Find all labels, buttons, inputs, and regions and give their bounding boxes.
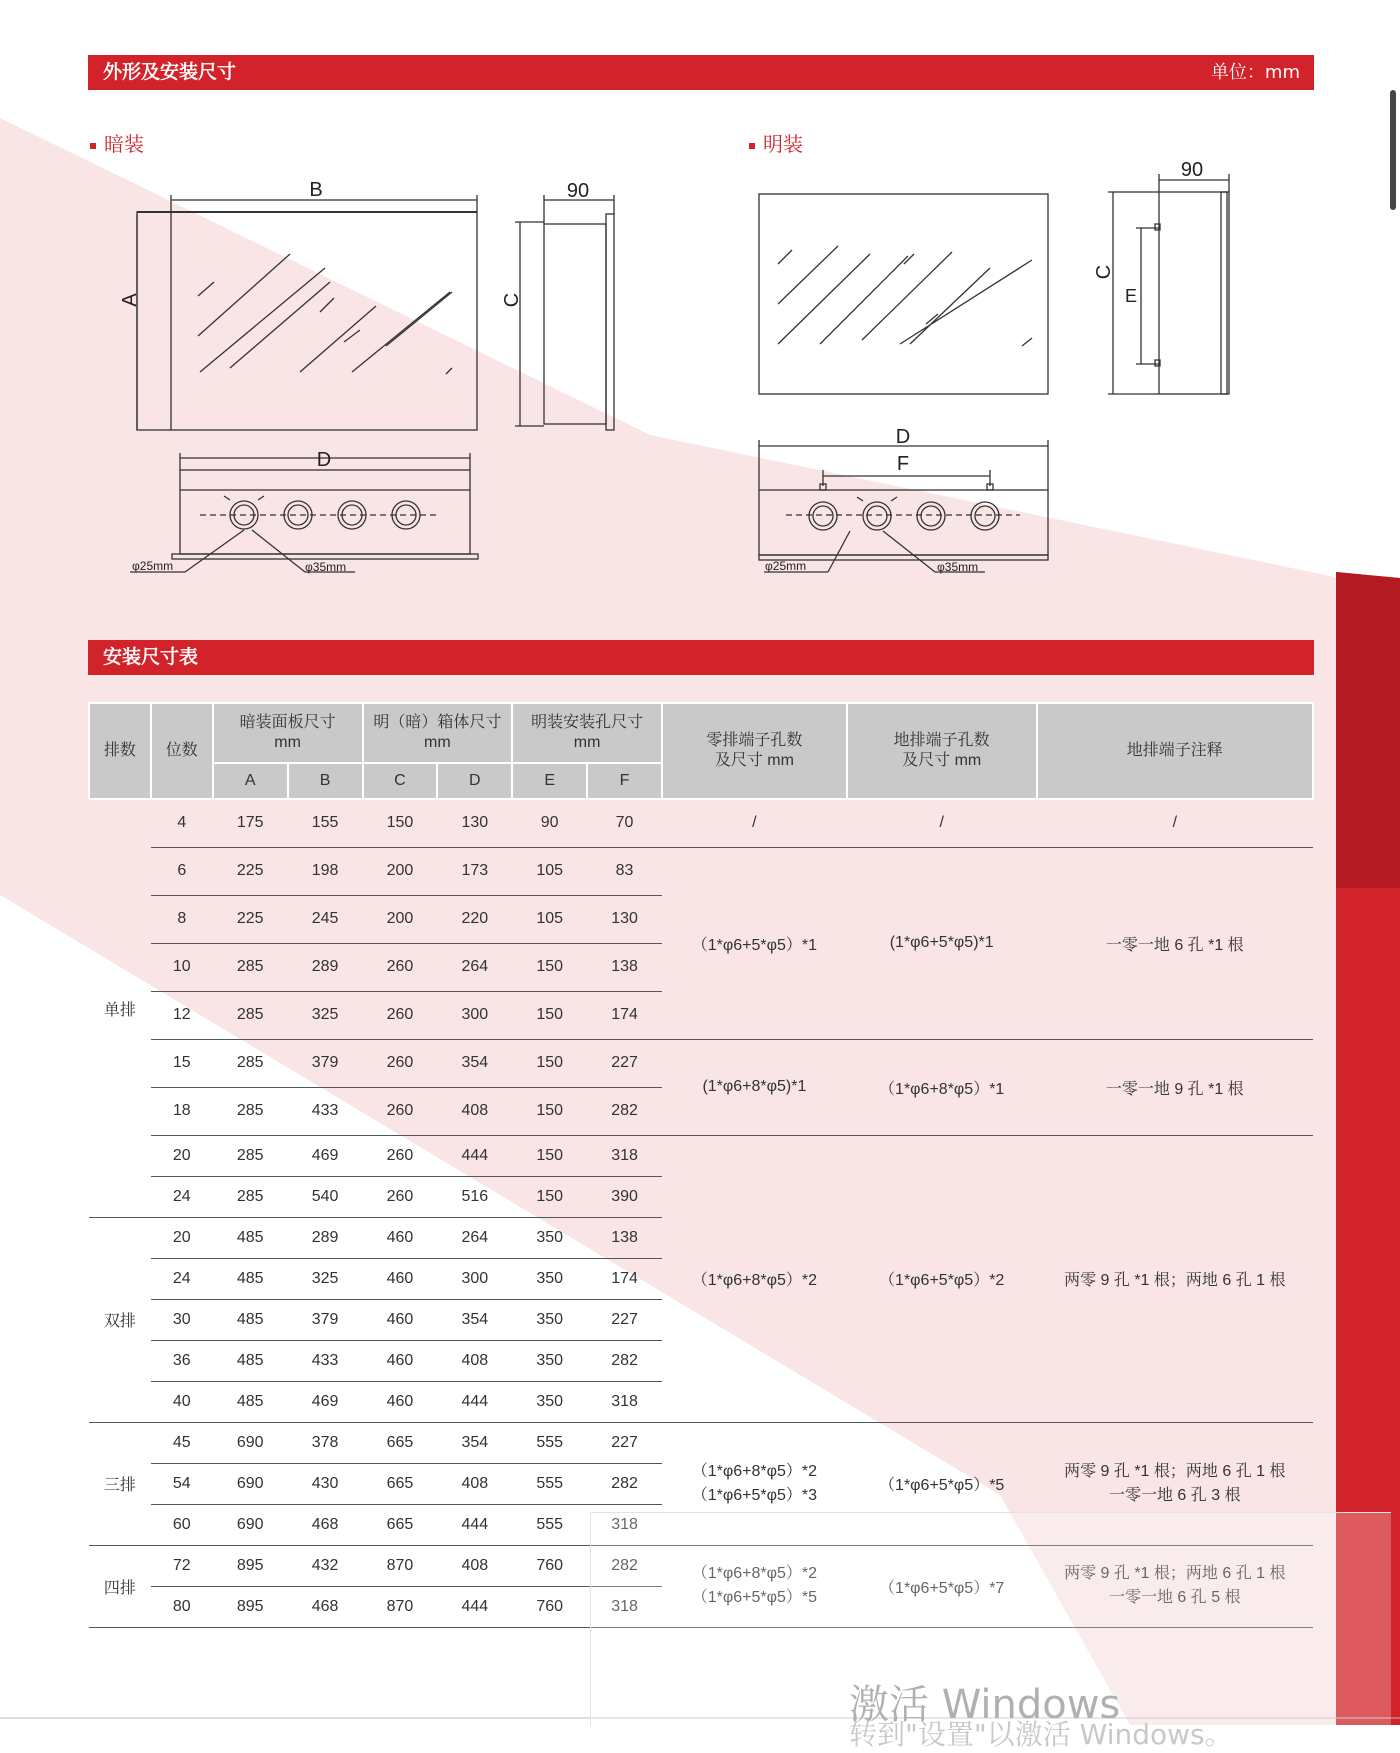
- header-panel: 暗装面板尺寸 mm: [213, 703, 363, 763]
- cell-c: 870: [363, 1586, 438, 1627]
- cell-f: 227: [587, 1039, 662, 1087]
- cell-f: 138: [587, 943, 662, 991]
- cell-zero: （1*φ6+5*φ5）*1: [662, 847, 847, 1039]
- cell-pos: 6: [151, 847, 213, 895]
- dim-label-depth-concealed: 90: [566, 180, 590, 202]
- cell-d: 300: [437, 1258, 512, 1299]
- cell-b: 468: [288, 1504, 363, 1545]
- dim-label-d-surface: D: [895, 426, 911, 448]
- dim-label-c-concealed: C: [501, 292, 523, 308]
- cell-e: 555: [512, 1422, 587, 1463]
- header-b: B: [288, 763, 363, 799]
- cell-a: 485: [213, 1340, 288, 1381]
- hole-label-small-surface: φ25mm: [765, 559, 807, 573]
- cell-a: 285: [213, 991, 288, 1039]
- cell-a: 285: [213, 1176, 288, 1217]
- watermark-line1: 激活 Windows: [849, 1682, 1121, 1728]
- cell-e: 150: [512, 1087, 587, 1135]
- cell-e: 350: [512, 1381, 587, 1422]
- cell-note: /: [1037, 799, 1313, 847]
- cell-zero: （1*φ6+8*φ5）*2 （1*φ6+5*φ5）*3: [662, 1422, 847, 1545]
- cell-d: 264: [437, 1217, 512, 1258]
- cell-pos: 24: [151, 1258, 213, 1299]
- cell-pos: 24: [151, 1176, 213, 1217]
- table-row: [89, 1422, 1313, 1463]
- cell-f: 227: [587, 1299, 662, 1340]
- cell-zero: （1*φ6+8*φ5）*2 （1*φ6+5*φ5）*5: [662, 1545, 847, 1627]
- cell-f: 83: [587, 847, 662, 895]
- cell-e: 105: [512, 847, 587, 895]
- cell-f: 318: [587, 1504, 662, 1545]
- cell-f: 138: [587, 1217, 662, 1258]
- cell-c: 260: [363, 1039, 438, 1087]
- header-rows: 排数: [89, 703, 151, 799]
- cell-ground: （1*φ6+5*φ5）*7: [847, 1545, 1037, 1627]
- header-holes: 明装安装孔尺寸 mm: [512, 703, 662, 763]
- install-dimension-table: [88, 702, 1314, 1628]
- section-header-table: [88, 640, 1314, 675]
- cell-b: 433: [288, 1087, 363, 1135]
- cell-pos: 4: [151, 799, 213, 847]
- section-title-dimensions: 外形及安装尺寸: [103, 61, 237, 83]
- cell-a: 285: [213, 1135, 288, 1176]
- cell-c: 460: [363, 1340, 438, 1381]
- cell-pos: 8: [151, 895, 213, 943]
- cell-note: 一零一地 9 孔 *1 根: [1037, 1039, 1313, 1135]
- cell-d: 300: [437, 991, 512, 1039]
- cell-d: 444: [437, 1381, 512, 1422]
- cell-zero: （1*φ6+8*φ5）*2: [662, 1135, 847, 1422]
- cell-b: 432: [288, 1545, 363, 1586]
- cell-e: 150: [512, 991, 587, 1039]
- windows-activation-watermark: [590, 1512, 1391, 1751]
- cell-pos: 40: [151, 1381, 213, 1422]
- cell-e: 105: [512, 895, 587, 943]
- cell-ground: （1*φ6+8*φ5）*1: [847, 1039, 1037, 1135]
- cell-d: 408: [437, 1545, 512, 1586]
- cell-c: 260: [363, 943, 438, 991]
- cell-b: 469: [288, 1381, 363, 1422]
- cell-f: 174: [587, 991, 662, 1039]
- cell-pos: 45: [151, 1422, 213, 1463]
- cell-a: 175: [213, 799, 288, 847]
- cell-b: 198: [288, 847, 363, 895]
- dim-label-f: F: [896, 453, 910, 475]
- cell-a: 225: [213, 895, 288, 943]
- cell-a: 485: [213, 1258, 288, 1299]
- cell-b: 379: [288, 1039, 363, 1087]
- cell-c: 665: [363, 1463, 438, 1504]
- cell-note: 两零 9 孔 *1 根；两地 6 孔 1 根: [1037, 1135, 1313, 1422]
- cell-c: 260: [363, 1135, 438, 1176]
- cell-c: 260: [363, 1176, 438, 1217]
- dim-label-d-concealed: D: [316, 449, 332, 471]
- cell-f: 318: [587, 1381, 662, 1422]
- cell-c: 260: [363, 991, 438, 1039]
- dim-label-a: A: [119, 293, 141, 307]
- cell-a: 485: [213, 1217, 288, 1258]
- concealed-panel-outline: [137, 212, 477, 430]
- cell-f: 174: [587, 1258, 662, 1299]
- cell-a: 485: [213, 1299, 288, 1340]
- hole-label-small-concealed: φ25mm: [132, 559, 174, 573]
- cell-note: 两零 9 孔 *1 根；两地 6 孔 1 根 一零一地 6 孔 5 根: [1037, 1545, 1313, 1627]
- cell-pos: 36: [151, 1340, 213, 1381]
- cell-d: 444: [437, 1504, 512, 1545]
- table-row: [89, 847, 1313, 895]
- cell-e: 150: [512, 1135, 587, 1176]
- header-d: D: [437, 763, 512, 799]
- cell-f: 282: [587, 1087, 662, 1135]
- header-positions: 位数: [151, 703, 213, 799]
- cell-d: 408: [437, 1340, 512, 1381]
- cell-e: 90: [512, 799, 587, 847]
- header-ground-bar: 地排端子孔数 及尺寸 mm: [847, 703, 1037, 799]
- cell-e: 150: [512, 1176, 587, 1217]
- cell-d: 516: [437, 1176, 512, 1217]
- cell-d: 130: [437, 799, 512, 847]
- cell-b: 469: [288, 1135, 363, 1176]
- cell-d: 354: [437, 1299, 512, 1340]
- cell-b: 155: [288, 799, 363, 847]
- installation-drawings: [0, 0, 1400, 600]
- cell-c: 150: [363, 799, 438, 847]
- dim-label-b: B: [309, 179, 323, 201]
- cell-e: 555: [512, 1504, 587, 1545]
- cell-b: 378: [288, 1422, 363, 1463]
- cell-b: 325: [288, 991, 363, 1039]
- cell-a: 285: [213, 1087, 288, 1135]
- cell-c: 260: [363, 1087, 438, 1135]
- cell-c: 665: [363, 1422, 438, 1463]
- cell-d: 444: [437, 1135, 512, 1176]
- dim-label-depth-surface: 90: [1180, 159, 1204, 181]
- cell-f: 282: [587, 1340, 662, 1381]
- cell-zero: (1*φ6+8*φ5)*1: [662, 1039, 847, 1135]
- cell-d: 408: [437, 1463, 512, 1504]
- cell-b: 289: [288, 943, 363, 991]
- cell-e: 350: [512, 1217, 587, 1258]
- cell-b: 430: [288, 1463, 363, 1504]
- cell-f: 318: [587, 1135, 662, 1176]
- header-c: C: [363, 763, 438, 799]
- cell-b: 379: [288, 1299, 363, 1340]
- cell-d: 264: [437, 943, 512, 991]
- cell-d: 444: [437, 1586, 512, 1627]
- cell-e: 150: [512, 943, 587, 991]
- cell-a: 285: [213, 943, 288, 991]
- cell-ground: （1*φ6+5*φ5）*5: [847, 1422, 1037, 1545]
- cell-e: 555: [512, 1463, 587, 1504]
- cell-f: 70: [587, 799, 662, 847]
- cell-a: 690: [213, 1463, 288, 1504]
- header-box: 明（暗）箱体尺寸 mm: [363, 703, 513, 763]
- cell-e: 150: [512, 1039, 587, 1087]
- cell-a: 225: [213, 847, 288, 895]
- header-e: E: [512, 763, 587, 799]
- cell-a: 895: [213, 1545, 288, 1586]
- cell-a: 690: [213, 1504, 288, 1545]
- cell-a: 690: [213, 1422, 288, 1463]
- cell-c: 460: [363, 1217, 438, 1258]
- watermark-line2: 转到"设置"以激活 Windows。: [849, 1718, 1233, 1751]
- cell-ground: /: [847, 799, 1037, 847]
- cell-e: 760: [512, 1586, 587, 1627]
- section-title-table: 安装尺寸表: [103, 646, 199, 668]
- cell-b: 325: [288, 1258, 363, 1299]
- cell-f: 318: [587, 1586, 662, 1627]
- group-label-quad: 四排: [89, 1545, 151, 1627]
- cell-pos: 20: [151, 1217, 213, 1258]
- cell-b: 245: [288, 895, 363, 943]
- header-f: F: [587, 763, 662, 799]
- cell-pos: 12: [151, 991, 213, 1039]
- cell-note: 两零 9 孔 *1 根；两地 6 孔 1 根 一零一地 6 孔 3 根: [1037, 1422, 1313, 1545]
- cell-d: 408: [437, 1087, 512, 1135]
- cell-zero: /: [662, 799, 847, 847]
- cell-d: 354: [437, 1422, 512, 1463]
- group-label-double: 双排: [89, 1217, 151, 1422]
- header-note: 地排端子注释: [1037, 703, 1313, 799]
- cell-f: 282: [587, 1463, 662, 1504]
- table-row: [89, 1135, 1313, 1176]
- cell-e: 350: [512, 1258, 587, 1299]
- cell-f: 227: [587, 1422, 662, 1463]
- cell-f: 390: [587, 1176, 662, 1217]
- cell-b: 540: [288, 1176, 363, 1217]
- cell-e: 350: [512, 1299, 587, 1340]
- cell-c: 200: [363, 895, 438, 943]
- cell-c: 460: [363, 1299, 438, 1340]
- concealed-title-text: 暗装: [104, 132, 144, 156]
- dim-label-c-surface: C: [1093, 264, 1115, 280]
- unit-label: 单位：mm: [1210, 62, 1300, 83]
- cell-e: 760: [512, 1545, 587, 1586]
- cell-f: 282: [587, 1545, 662, 1586]
- cell-pos: 10: [151, 943, 213, 991]
- cell-ground: (1*φ6+5*φ5)*1: [847, 847, 1037, 1039]
- cell-d: 220: [437, 895, 512, 943]
- cell-pos: 80: [151, 1586, 213, 1627]
- table-row: [89, 799, 1313, 847]
- cell-ground: （1*φ6+5*φ5）*2: [847, 1135, 1037, 1422]
- cell-pos: 60: [151, 1504, 213, 1545]
- cell-e: 350: [512, 1340, 587, 1381]
- cell-pos: 54: [151, 1463, 213, 1504]
- cell-pos: 30: [151, 1299, 213, 1340]
- cell-a: 485: [213, 1381, 288, 1422]
- cell-c: 665: [363, 1504, 438, 1545]
- cell-pos: 18: [151, 1087, 213, 1135]
- group-label-triple: 三排: [89, 1422, 151, 1545]
- cell-b: 468: [288, 1586, 363, 1627]
- header-a: A: [213, 763, 288, 799]
- surface-title-text: 明装: [763, 132, 803, 156]
- dim-label-e: E: [1124, 286, 1138, 306]
- cell-c: 460: [363, 1258, 438, 1299]
- cell-c: 870: [363, 1545, 438, 1586]
- cell-c: 200: [363, 847, 438, 895]
- header-zero-bar: 零排端子孔数 及尺寸 mm: [662, 703, 847, 799]
- cell-a: 895: [213, 1586, 288, 1627]
- cell-pos: 72: [151, 1545, 213, 1586]
- hole-label-large-surface: φ35mm: [937, 560, 979, 574]
- cell-b: 433: [288, 1340, 363, 1381]
- cell-note: 一零一地 6 孔 *1 根: [1037, 847, 1313, 1039]
- cell-d: 173: [437, 847, 512, 895]
- table-row: [89, 1039, 1313, 1087]
- cell-pos: 20: [151, 1135, 213, 1176]
- cell-f: 130: [587, 895, 662, 943]
- cell-d: 354: [437, 1039, 512, 1087]
- cell-a: 285: [213, 1039, 288, 1087]
- hole-label-large-concealed: φ35mm: [305, 560, 347, 574]
- cell-b: 289: [288, 1217, 363, 1258]
- cell-pos: 15: [151, 1039, 213, 1087]
- cell-c: 460: [363, 1381, 438, 1422]
- group-label-single: 单排: [89, 799, 151, 1217]
- scrollbar-thumb[interactable]: [1390, 90, 1396, 210]
